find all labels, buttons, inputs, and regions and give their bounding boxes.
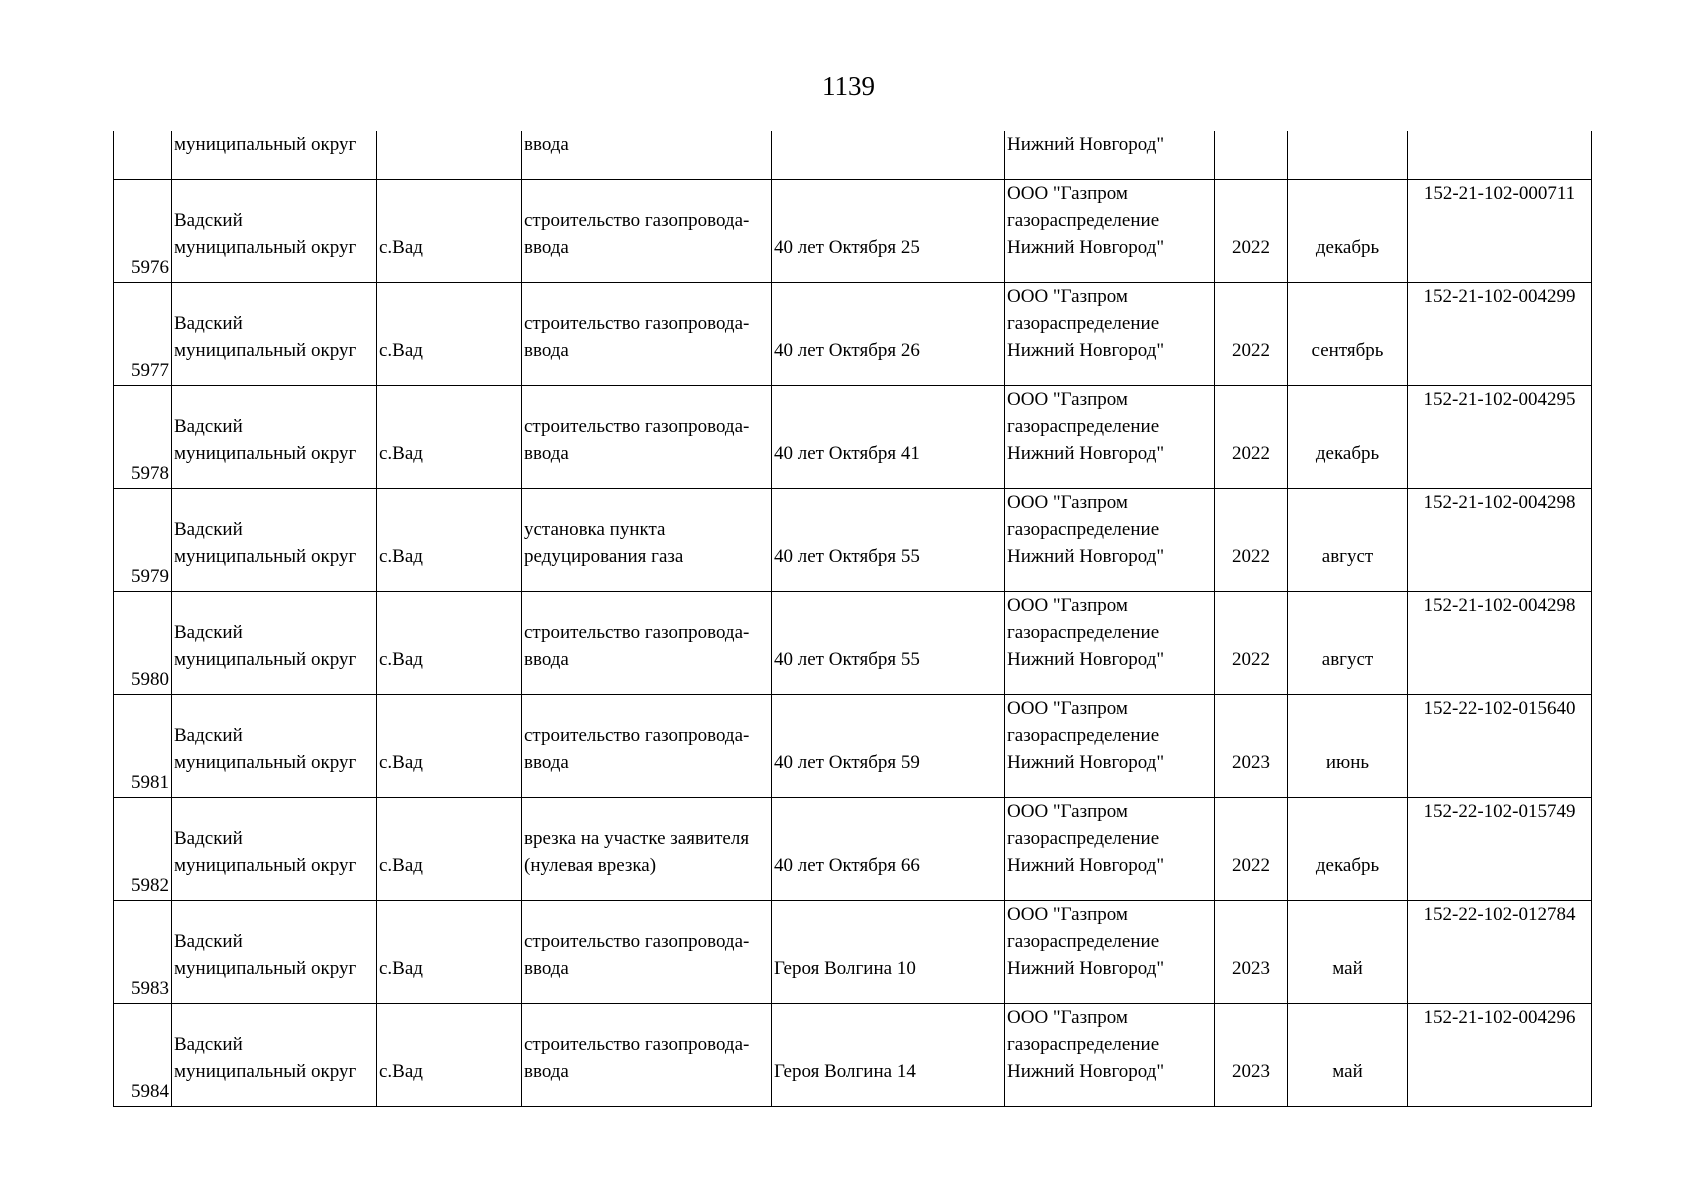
cell-line: строительство газопровода- (524, 931, 750, 952)
cell-num: 5978 (114, 386, 172, 489)
cell-lines (524, 592, 769, 673)
cell-line: ввода (524, 1061, 569, 1082)
cell-org (1005, 180, 1215, 283)
page-number: 1139 (822, 71, 875, 101)
cell-line: газораспределение (1007, 725, 1160, 746)
table-row (114, 283, 1592, 386)
cell-line: ввода (524, 340, 569, 361)
cell-line: ввода (524, 649, 569, 670)
cell-text: с.Вад (379, 855, 423, 876)
cell-line: Вадский (174, 725, 243, 746)
table-row (114, 901, 1592, 1004)
cell-line: газораспределение (1007, 313, 1160, 334)
cell-locality (377, 489, 522, 592)
table-body (114, 131, 1592, 1107)
cell-locality (377, 798, 522, 901)
cell-text: с.Вад (379, 1061, 423, 1082)
cell-line: Вадский (174, 931, 243, 952)
cell-line: Вадский (174, 519, 243, 540)
cell-code: 152-21-102-004299 (1408, 283, 1592, 386)
cell-lines (1007, 695, 1212, 776)
cell-month (1288, 901, 1408, 1004)
cell-lines (524, 901, 769, 982)
cell-line: ООО "Газпром (1007, 801, 1128, 822)
cell-line: Нижний Новгород" (1007, 237, 1165, 258)
table-row-continuation (114, 131, 1592, 180)
cell-code: 152-22-102-015749 (1408, 798, 1592, 901)
cell-lines (524, 695, 769, 776)
cell-month (1288, 798, 1408, 901)
cell-line: ввода (524, 958, 569, 979)
cell-text: 2022 (1232, 649, 1270, 670)
cell-district (172, 592, 377, 695)
table-row (114, 489, 1592, 592)
cell-text: сентябрь (1311, 340, 1384, 361)
cell-lines (174, 386, 374, 467)
cell-line: Нижний Новгород" (1007, 855, 1165, 876)
cell-code: 152-22-102-015640 (1408, 695, 1592, 798)
cell-line: ООО "Газпром (1007, 904, 1128, 925)
cell-text: 2022 (1232, 443, 1270, 464)
cell-work (522, 798, 772, 901)
cell-num: 5984 (114, 1004, 172, 1107)
cell-line: газораспределение (1007, 416, 1160, 437)
cell-line: строительство газопровода- (524, 313, 750, 334)
cell-text: 40 лет Октября 66 (774, 855, 920, 876)
cell-org (1005, 1004, 1215, 1107)
cell-line: ООО "Газпром (1007, 286, 1128, 307)
cell-work (522, 901, 772, 1004)
cell-line: Вадский (174, 1034, 243, 1055)
cell-line: Нижний Новгород" (1007, 649, 1165, 670)
cell-district: муниципальный округ (172, 131, 377, 180)
cell-org: Нижний Новгород" (1005, 131, 1215, 180)
cell-line: муниципальный округ (174, 340, 357, 361)
cell-work (522, 283, 772, 386)
cell-work (522, 592, 772, 695)
cell-text: Героя Волгина 14 (774, 1061, 916, 1082)
cell-code: 152-21-102-004298 (1408, 592, 1592, 695)
cell-text: с.Вад (379, 649, 423, 670)
cell-locality (377, 592, 522, 695)
cell-lines (524, 180, 769, 261)
cell-lines (174, 798, 374, 879)
cell-line: Нижний Новгород" (1007, 958, 1165, 979)
cell-line: строительство газопровода- (524, 210, 750, 231)
cell-lines (1007, 386, 1212, 467)
cell-line: Вадский (174, 828, 243, 849)
cell-line: газораспределение (1007, 622, 1160, 643)
cell-district (172, 386, 377, 489)
cell-month (1288, 695, 1408, 798)
cell-locality (377, 901, 522, 1004)
cell-month (1288, 592, 1408, 695)
cell-address (772, 180, 1005, 283)
cell-work (522, 489, 772, 592)
cell-address (772, 386, 1005, 489)
cell-text: 2022 (1232, 546, 1270, 567)
cell-address (772, 798, 1005, 901)
gas-works-table (113, 131, 1592, 1107)
cell-line: ООО "Газпром (1007, 698, 1128, 719)
cell-lines (1007, 489, 1212, 570)
cell-org (1005, 798, 1215, 901)
cell-line: муниципальный округ (174, 546, 357, 567)
cell-year (1215, 1004, 1288, 1107)
table-row (114, 386, 1592, 489)
cell-num: 5977 (114, 283, 172, 386)
cell-year (1215, 386, 1288, 489)
cell-year (1215, 695, 1288, 798)
cell-locality (377, 283, 522, 386)
cell-line: Нижний Новгород" (1007, 546, 1165, 567)
cell-text: 40 лет Октября 25 (774, 237, 920, 258)
cell-line: ООО "Газпром (1007, 1007, 1128, 1028)
cell-text: август (1321, 649, 1374, 670)
cell-lines (174, 283, 374, 364)
cell-work (522, 695, 772, 798)
cell-address (772, 1004, 1005, 1107)
cell-year (1215, 592, 1288, 695)
cell-code: 152-22-102-012784 (1408, 901, 1592, 1004)
cell-locality (377, 386, 522, 489)
cell-line: муниципальный округ (174, 752, 357, 773)
cell-num: 5979 (114, 489, 172, 592)
cell-work (522, 386, 772, 489)
cell-line: газораспределение (1007, 519, 1160, 540)
cell-line: муниципальный округ (174, 958, 357, 979)
cell-line: Вадский (174, 622, 243, 643)
cell-line: Вадский (174, 210, 243, 231)
cell-org (1005, 901, 1215, 1004)
cell-address (772, 283, 1005, 386)
cell-line: Нижний Новгород" (1007, 340, 1165, 361)
cell-lines (174, 489, 374, 570)
cell-district (172, 180, 377, 283)
table-row (114, 798, 1592, 901)
cell-code: 152-21-102-004296 (1408, 1004, 1592, 1107)
cell-line: строительство газопровода- (524, 416, 750, 437)
cell-address (772, 901, 1005, 1004)
cell-line: Нижний Новгород" (1007, 752, 1165, 773)
cell-lines (524, 386, 769, 467)
cell-year (1215, 283, 1288, 386)
cell-text: декабрь (1315, 855, 1380, 876)
cell-address (772, 695, 1005, 798)
cell-lines (524, 1004, 769, 1085)
cell-lines (1007, 283, 1212, 364)
cell-lines (1007, 1004, 1212, 1085)
cell-text: 40 лет Октября 41 (774, 443, 920, 464)
cell-text: 40 лет Октября 55 (774, 546, 920, 567)
cell-num: 5976 (114, 180, 172, 283)
cell-line: строительство газопровода- (524, 622, 750, 643)
table-row (114, 1004, 1592, 1107)
cell-text: с.Вад (379, 443, 423, 464)
table-row (114, 592, 1592, 695)
cell-month (1288, 386, 1408, 489)
cell-text: 40 лет Октября 59 (774, 752, 920, 773)
cell-month (1288, 283, 1408, 386)
cell-district (172, 901, 377, 1004)
cell-line: Вадский (174, 313, 243, 334)
cell-work: ввода (522, 131, 772, 180)
cell-line: Вадский (174, 416, 243, 437)
cell-line: ввода (524, 443, 569, 464)
cell-month (1288, 489, 1408, 592)
cell-line: газораспределение (1007, 931, 1160, 952)
cell-text: с.Вад (379, 958, 423, 979)
cell-org (1005, 489, 1215, 592)
cell-lines (174, 1004, 374, 1085)
cell-locality (377, 695, 522, 798)
cell-line: Нижний Новгород" (1007, 1061, 1165, 1082)
cell-address (772, 131, 1005, 180)
cell-line: муниципальный округ (174, 443, 357, 464)
cell-line: установка пункта (524, 519, 666, 540)
cell-num: 5981 (114, 695, 172, 798)
cell-lines (174, 695, 374, 776)
cell-line: ООО "Газпром (1007, 183, 1128, 204)
cell-num: 5983 (114, 901, 172, 1004)
cell-address (772, 489, 1005, 592)
cell-lines (1007, 798, 1212, 879)
cell-text: 2022 (1232, 237, 1270, 258)
cell-org (1005, 386, 1215, 489)
cell-text: май (1332, 1061, 1363, 1082)
cell-text: 2023 (1232, 752, 1270, 773)
cell-text: декабрь (1315, 237, 1380, 258)
cell-code: 152-21-102-000711 (1408, 180, 1592, 283)
cell-year (1215, 901, 1288, 1004)
cell-month (1288, 180, 1408, 283)
cell-lines (174, 592, 374, 673)
cell-line: муниципальный округ (174, 649, 357, 670)
cell-line: ввода (524, 752, 569, 773)
table-row (114, 695, 1592, 798)
cell-line: ООО "Газпром (1007, 389, 1128, 410)
cell-text: декабрь (1315, 443, 1380, 464)
cell-line: ООО "Газпром (1007, 492, 1128, 513)
cell-line: газораспределение (1007, 1034, 1160, 1055)
cell-code: 152-21-102-004295 (1408, 386, 1592, 489)
cell-line: ООО "Газпром (1007, 595, 1128, 616)
cell-district (172, 283, 377, 386)
cell-year (1215, 489, 1288, 592)
cell-locality (377, 1004, 522, 1107)
cell-year (1215, 798, 1288, 901)
cell-lines (1007, 180, 1212, 261)
cell-year (1215, 180, 1288, 283)
cell-line: врезка на участке заявителя (524, 828, 750, 849)
cell-lines (524, 489, 769, 570)
cell-district (172, 695, 377, 798)
cell-line: редуцирования газа (524, 546, 684, 567)
cell-text: с.Вад (379, 237, 423, 258)
cell-text: август (1321, 546, 1374, 567)
cell-num: 5982 (114, 798, 172, 901)
cell-month (1288, 1004, 1408, 1107)
cell-num (114, 131, 172, 180)
cell-text: 2023 (1232, 1061, 1270, 1082)
cell-lines (174, 180, 374, 261)
cell-locality (377, 131, 522, 180)
cell-line: газораспределение (1007, 828, 1160, 849)
cell-district (172, 489, 377, 592)
cell-line: (нулевая врезка) (524, 855, 657, 876)
cell-lines (1007, 592, 1212, 673)
cell-code: 152-21-102-004298 (1408, 489, 1592, 592)
cell-district (172, 798, 377, 901)
cell-locality (377, 180, 522, 283)
cell-text: 2023 (1232, 958, 1270, 979)
cell-line: муниципальный округ (174, 1061, 357, 1082)
cell-address (772, 592, 1005, 695)
cell-org (1005, 695, 1215, 798)
cell-work (522, 1004, 772, 1107)
cell-year (1215, 131, 1288, 180)
cell-text: с.Вад (379, 752, 423, 773)
cell-lines (524, 283, 769, 364)
cell-line: муниципальный округ (174, 855, 357, 876)
cell-num: 5980 (114, 592, 172, 695)
cell-lines (524, 798, 769, 879)
cell-district (172, 1004, 377, 1107)
cell-line: Нижний Новгород" (1007, 443, 1165, 464)
cell-work (522, 180, 772, 283)
cell-line: ввода (524, 237, 569, 258)
cell-line: муниципальный округ (174, 237, 357, 258)
cell-org (1005, 283, 1215, 386)
cell-text: 40 лет Октября 26 (774, 340, 920, 361)
table-row (114, 180, 1592, 283)
cell-text: июнь (1325, 752, 1370, 773)
cell-text: с.Вад (379, 340, 423, 361)
cell-line: строительство газопровода- (524, 725, 750, 746)
cell-text: с.Вад (379, 546, 423, 567)
cell-text: 2022 (1232, 855, 1270, 876)
cell-lines (1007, 901, 1212, 982)
cell-lines (174, 901, 374, 982)
cell-org (1005, 592, 1215, 695)
cell-text: май (1332, 958, 1363, 979)
cell-line: строительство газопровода- (524, 1034, 750, 1055)
cell-month (1288, 131, 1408, 180)
cell-text: Героя Волгина 10 (774, 958, 916, 979)
cell-line: газораспределение (1007, 210, 1160, 231)
cell-text: 2022 (1232, 340, 1270, 361)
cell-text: 40 лет Октября 55 (774, 649, 920, 670)
cell-code (1408, 131, 1592, 180)
